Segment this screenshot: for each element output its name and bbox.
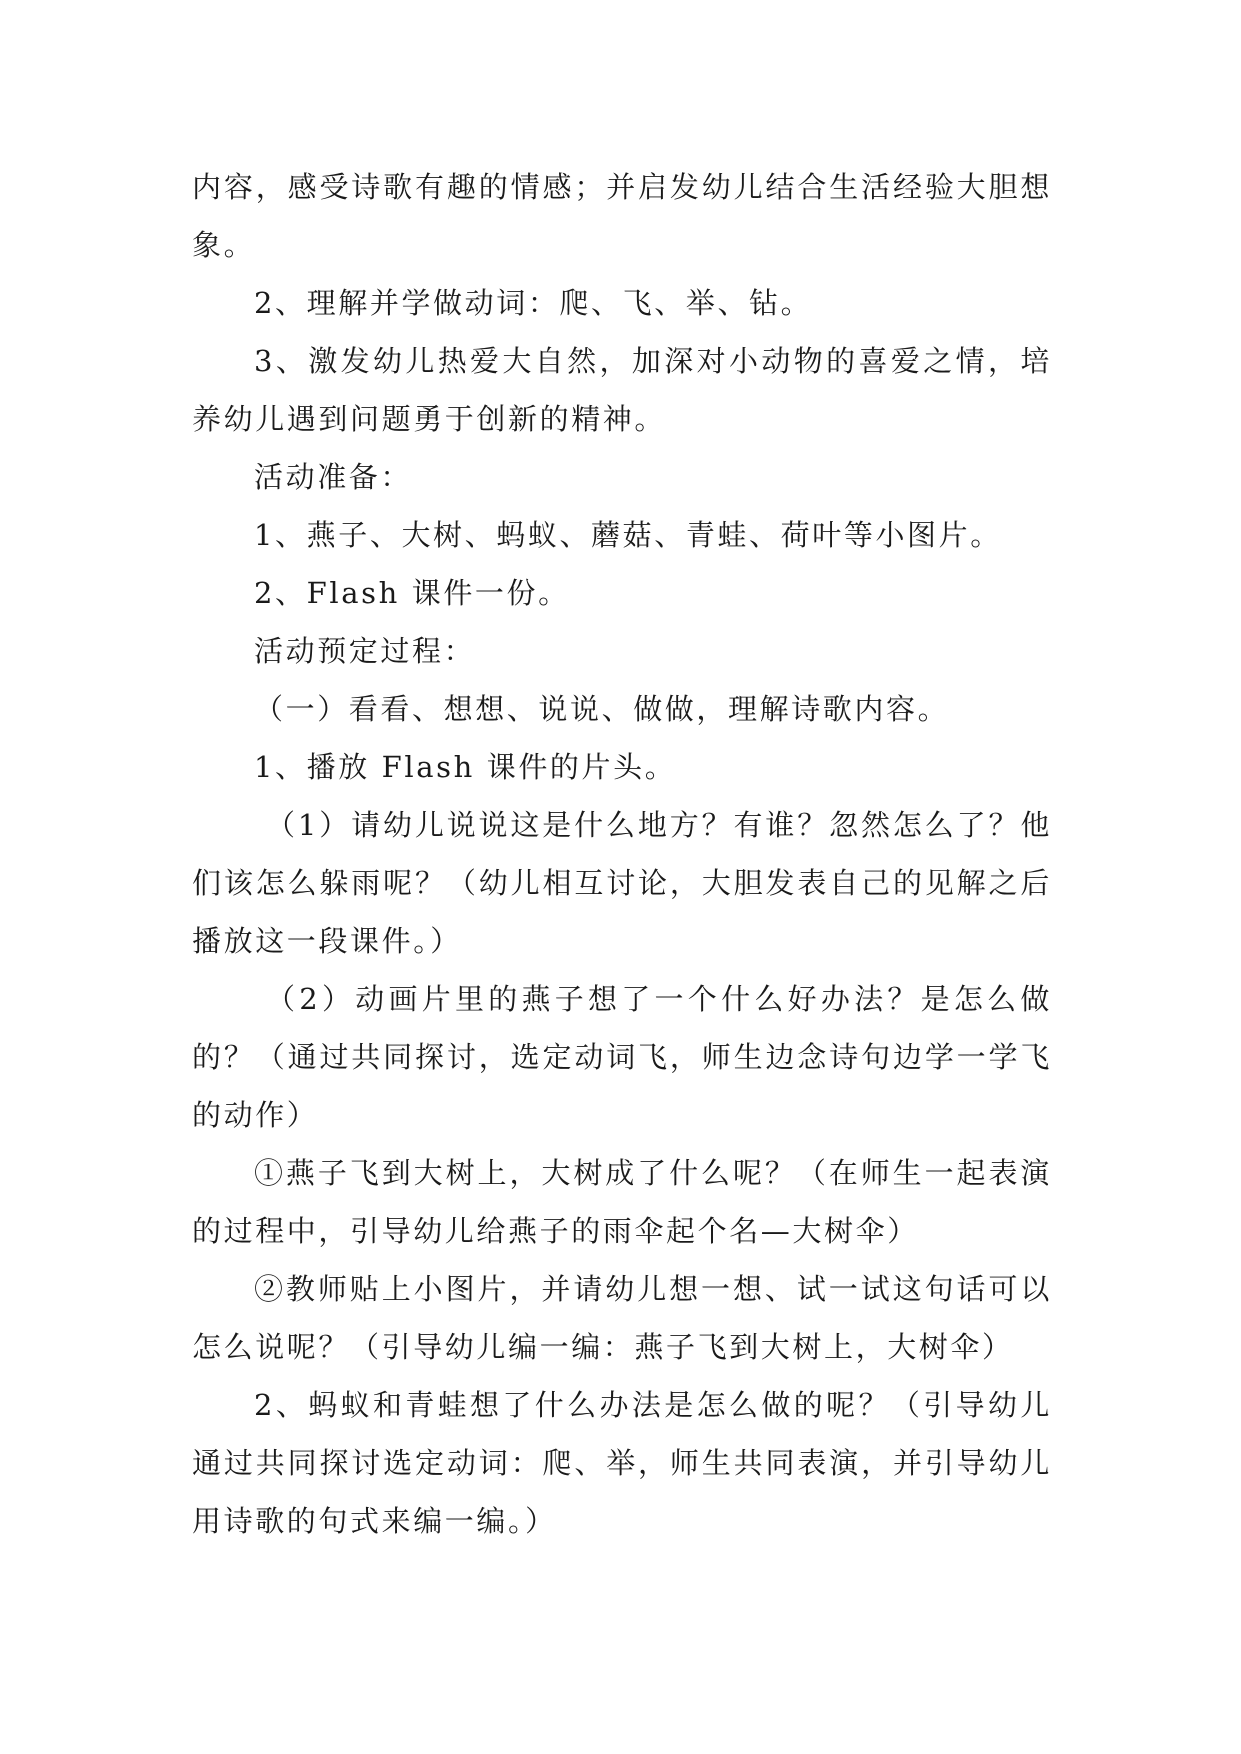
paragraph-goal-1-continued: 内容，感受诗歌有趣的情感；并启发幼儿结合生活经验大胆想象。 (192, 170, 1052, 262)
paragraph-process-substep-2: （2）动画片里的燕子想了一个什么好办法？是怎么做的？（通过共同探讨，选定动词飞，师生边念诗句边学一学飞的动作） (192, 982, 1052, 1132)
document-body (192, 158, 1052, 1550)
heading-process-part-1: （一）看看、想想、说说、做做，理解诗歌内容。 (254, 692, 950, 726)
heading-activity-process: 活动预定过程： (254, 634, 476, 668)
paragraph-process-item-circle-1: ①燕子飞到大树上，大树成了什么呢？（在师生一起表演的过程中，引导幼儿给燕子的雨伞起个名—大树伞） (192, 1156, 1052, 1248)
paragraph-process-substep-1: （1）请幼儿说说这是什么地方？有谁？忽然怎么了？他们该怎么躲雨呢？（幼儿相互讨论，大胆发表自己的见解之后播放这一段课件。） (192, 808, 1052, 958)
paragraph-goal-3: 3、激发幼儿热爱大自然，加深对小动物的喜爱之情，培养幼儿遇到问题勇于创新的精神。 (192, 344, 1052, 436)
paragraph-preparation-1: 1、燕子、大树、蚂蚁、蘑菇、青蛙、荷叶等小图片。 (254, 518, 1002, 552)
heading-activity-preparation: 活动准备： (254, 460, 413, 494)
paragraph-preparation-2: 2、Flash 课件一份。 (254, 576, 570, 610)
paragraph-process-step-1: 1、播放 Flash 课件的片头。 (254, 750, 677, 784)
paragraph-goal-2: 2、理解并学做动词：爬、飞、举、钻。 (254, 286, 813, 320)
paragraph-process-item-circle-2: ②教师贴上小图片，并请幼儿想一想、试一试这句话可以怎么说呢？（引导幼儿编一编：燕子飞到大树上，大树伞） (192, 1272, 1052, 1364)
paragraph-process-step-2: 2、蚂蚁和青蛙想了什么办法是怎么做的呢？（引导幼儿通过共同探讨选定动词：爬、举，师生共同表演，并引导幼儿用诗歌的句式来编一编。） (192, 1388, 1052, 1538)
